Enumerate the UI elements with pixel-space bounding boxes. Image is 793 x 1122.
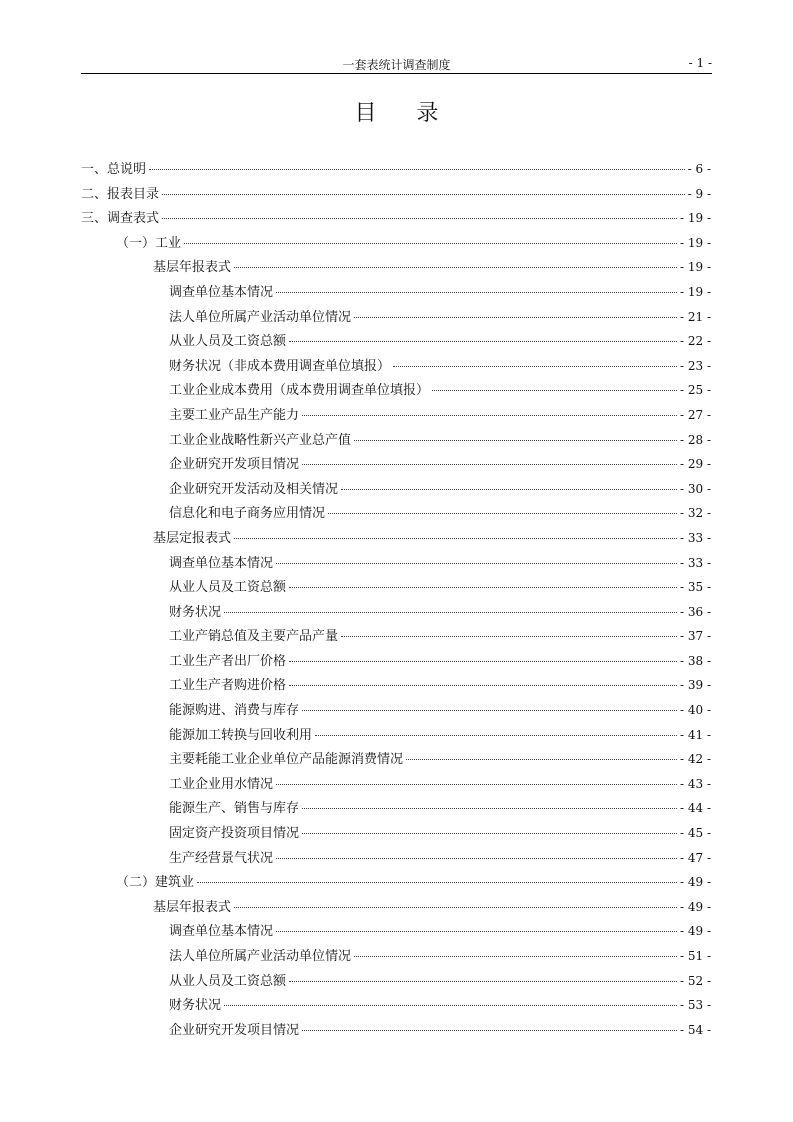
document-title: 一套表统计调查制度 — [342, 58, 451, 72]
toc-entry[interactable] — [81, 699, 711, 724]
toc-entry-page: - 21 - — [679, 309, 711, 324]
toc-entry-page: - 9 - — [687, 186, 711, 201]
toc-entry[interactable] — [81, 355, 711, 380]
dot-leader — [289, 661, 677, 662]
dot-leader — [315, 735, 677, 736]
toc-entry[interactable] — [81, 306, 711, 331]
toc-entry-page: - 52 - — [679, 973, 711, 988]
dot-leader — [341, 489, 677, 490]
table-of-contents — [81, 158, 711, 1043]
toc-entry-page: - 33 - — [679, 530, 711, 545]
toc-entry-label: 能源生产、销售与库存 — [169, 801, 300, 817]
dot-leader — [149, 169, 685, 170]
toc-entry-page: - 6 - — [687, 162, 711, 176]
toc-entry-label: 能源加工转换与回收利用 — [169, 727, 313, 743]
toc-entry-label: 基层年报表式 — [153, 899, 232, 915]
toc-entry[interactable] — [81, 478, 711, 503]
toc-entry[interactable] — [81, 896, 711, 921]
toc-entry[interactable] — [81, 207, 711, 232]
toc-entry-label: 工业产销总值及主要产品产量 — [169, 629, 339, 645]
toc-entry-label: 生产经营景气状况 — [169, 850, 274, 866]
dot-leader — [302, 710, 677, 711]
dot-leader — [234, 267, 677, 268]
toc-entry[interactable] — [81, 797, 711, 822]
dot-leader — [302, 1030, 677, 1031]
dot-leader — [289, 685, 677, 686]
toc-entry-page: - 51 - — [679, 949, 711, 963]
toc-entry-page: - 19 - — [679, 284, 711, 299]
toc-entry-page: - 32 - — [679, 506, 711, 521]
toc-entry[interactable] — [81, 724, 711, 749]
toc-entry[interactable] — [81, 404, 711, 429]
toc-entry-page: - 37 - — [679, 629, 711, 644]
toc-entry[interactable] — [81, 920, 711, 945]
toc-entry-label: 财务状况（非成本费用调查单位填报） — [169, 358, 391, 374]
toc-entry[interactable] — [81, 281, 711, 306]
dot-leader — [289, 341, 677, 342]
toc-entry-page: - 38 - — [679, 653, 711, 668]
toc-entry-label: 从业人员及工资总额 — [169, 334, 287, 350]
toc-entry-page: - 28 - — [679, 432, 711, 447]
toc-entry-page: - 54 - — [679, 1022, 711, 1037]
toc-entry-label: （一）工业 — [116, 235, 182, 251]
toc-entry-label: （二）建筑业 — [116, 875, 195, 891]
toc-entry-label: 调查单位基本情况 — [169, 924, 274, 940]
toc-entry[interactable] — [81, 429, 711, 454]
toc-entry-label: 主要工业产品生产能力 — [169, 407, 300, 423]
toc-entry-page: - 27 - — [679, 407, 711, 422]
toc-entry-label: 调查单位基本情况 — [169, 284, 274, 300]
dot-leader — [184, 243, 677, 244]
toc-entry-page: - 19 - — [679, 235, 711, 250]
toc-entry-label: 三、调查表式 — [81, 211, 160, 227]
toc-entry[interactable] — [81, 1019, 711, 1044]
dot-leader — [393, 366, 677, 367]
dot-leader — [354, 956, 677, 957]
page-header — [81, 53, 712, 74]
toc-entry[interactable] — [81, 601, 711, 626]
toc-entry-label: 财务状况 — [169, 998, 222, 1014]
toc-entry-page: - 19 - — [679, 211, 711, 226]
dot-leader — [162, 194, 685, 195]
toc-entry[interactable] — [81, 994, 711, 1019]
toc-entry-label: 从业人员及工资总额 — [169, 580, 287, 596]
toc-entry-page: - 22 - — [679, 334, 711, 349]
toc-entry-label: 能源购进、消费与库存 — [169, 703, 300, 719]
page-number: - 1 - — [688, 56, 712, 70]
toc-entry-label: 二、报表目录 — [81, 186, 160, 202]
toc-entry-label: 企业研究开发项目情况 — [169, 457, 300, 473]
dot-leader — [197, 882, 677, 883]
toc-entry-label: 工业生产者出厂价格 — [169, 653, 287, 669]
toc-entry-label: 企业研究开发项目情况 — [169, 1022, 300, 1038]
toc-entry-page: - 43 - — [679, 776, 711, 791]
dot-leader — [354, 440, 677, 441]
dot-leader — [224, 1005, 677, 1006]
dot-leader — [328, 513, 677, 514]
dot-leader — [302, 415, 677, 416]
toc-entry[interactable] — [81, 674, 711, 699]
toc-entry-label: 工业生产者购进价格 — [169, 678, 287, 694]
dot-leader — [302, 464, 677, 465]
dot-leader — [276, 784, 677, 785]
toc-entry-page: - 19 - — [679, 260, 711, 275]
toc-entry[interactable] — [81, 650, 711, 675]
toc-entry-page: - 35 - — [679, 580, 711, 595]
toc-entry-label: 法人单位所属产业活动单位情况 — [169, 309, 352, 325]
toc-entry-label: 主要耗能工业企业单位产品能源消费情况 — [169, 752, 404, 768]
toc-entry[interactable] — [81, 256, 711, 281]
toc-entry-label: 基层年报表式 — [153, 260, 232, 276]
dot-leader — [406, 759, 677, 760]
toc-entry-label: 基层定报表式 — [153, 530, 232, 546]
toc-entry[interactable] — [81, 773, 711, 798]
toc-entry-label: 法人单位所属产业活动单位情况 — [169, 949, 352, 964]
toc-entry-page: - 40 - — [679, 703, 711, 718]
toc-entry[interactable] — [81, 232, 711, 257]
dot-leader — [302, 833, 677, 834]
toc-entry-label: 从业人员及工资总额 — [169, 973, 287, 989]
toc-entry[interactable] — [81, 847, 711, 872]
toc-entry-label: 工业企业成本费用（成本费用调查单位填报） — [169, 383, 430, 399]
toc-entry[interactable] — [81, 748, 711, 773]
dot-leader — [234, 538, 677, 539]
toc-entry-label: 调查单位基本情况 — [169, 555, 274, 571]
toc-entry-label: 固定资产投资项目情况 — [169, 826, 300, 842]
dot-leader — [276, 563, 677, 564]
dot-leader — [276, 931, 677, 932]
toc-entry[interactable] — [81, 330, 711, 355]
dot-leader — [289, 981, 677, 982]
toc-entry-label: 工业企业战略性新兴产业总产值 — [169, 432, 352, 448]
toc-entry-page: - 53 - — [679, 998, 711, 1013]
dot-leader — [162, 218, 677, 219]
toc-entry-page: - 29 - — [679, 457, 711, 472]
toc-entry-page: - 39 - — [679, 678, 711, 693]
toc-entry[interactable] — [81, 552, 711, 577]
toc-entry-page: - 41 - — [679, 727, 711, 742]
toc-entry[interactable] — [81, 379, 711, 404]
toc-entry-page: - 49 - — [679, 924, 711, 939]
dot-leader — [276, 292, 677, 293]
toc-entry-label: 企业研究开发活动及相关情况 — [169, 481, 339, 497]
dot-leader — [302, 808, 677, 809]
dot-leader — [234, 907, 677, 908]
dot-leader — [341, 636, 677, 637]
toc-entry-label: 信息化和电子商务应用情况 — [169, 506, 326, 522]
toc-entry-page: - 45 - — [679, 826, 711, 841]
toc-entry-page: - 33 - — [679, 555, 711, 570]
toc-entry-label: 财务状况 — [169, 604, 222, 620]
toc-entry-page: - 36 - — [679, 604, 711, 619]
dot-leader — [354, 317, 677, 318]
toc-heading: 目录 — [354, 101, 479, 126]
toc-entry-page: - 49 - — [679, 875, 711, 890]
toc-entry-page: - 23 - — [679, 358, 711, 373]
toc-entry[interactable] — [81, 576, 711, 601]
toc-entry[interactable] — [81, 453, 711, 478]
dot-leader — [432, 390, 677, 391]
toc-entry-page: - 42 - — [679, 752, 711, 767]
toc-entry-page: - 49 - — [679, 899, 711, 914]
toc-entry[interactable] — [81, 945, 711, 970]
dot-leader — [276, 858, 677, 859]
dot-leader — [224, 612, 677, 613]
toc-entry-page: - 30 - — [679, 481, 711, 496]
toc-entry-page: - 44 - — [679, 801, 711, 816]
toc-entry[interactable] — [81, 527, 711, 552]
dot-leader — [289, 587, 677, 588]
toc-entry-label: 工业企业用水情况 — [169, 776, 274, 792]
toc-entry[interactable] — [81, 158, 711, 183]
toc-entry[interactable] — [81, 822, 711, 847]
toc-entry-page: - 25 - — [679, 383, 711, 398]
toc-entry[interactable] — [81, 970, 711, 995]
toc-entry-label: 一、总说明 — [81, 162, 147, 177]
toc-entry[interactable] — [81, 502, 711, 527]
toc-entry[interactable] — [81, 183, 711, 208]
toc-entry[interactable] — [81, 625, 711, 650]
toc-entry[interactable] — [81, 871, 711, 896]
toc-entry-page: - 47 - — [679, 850, 711, 865]
